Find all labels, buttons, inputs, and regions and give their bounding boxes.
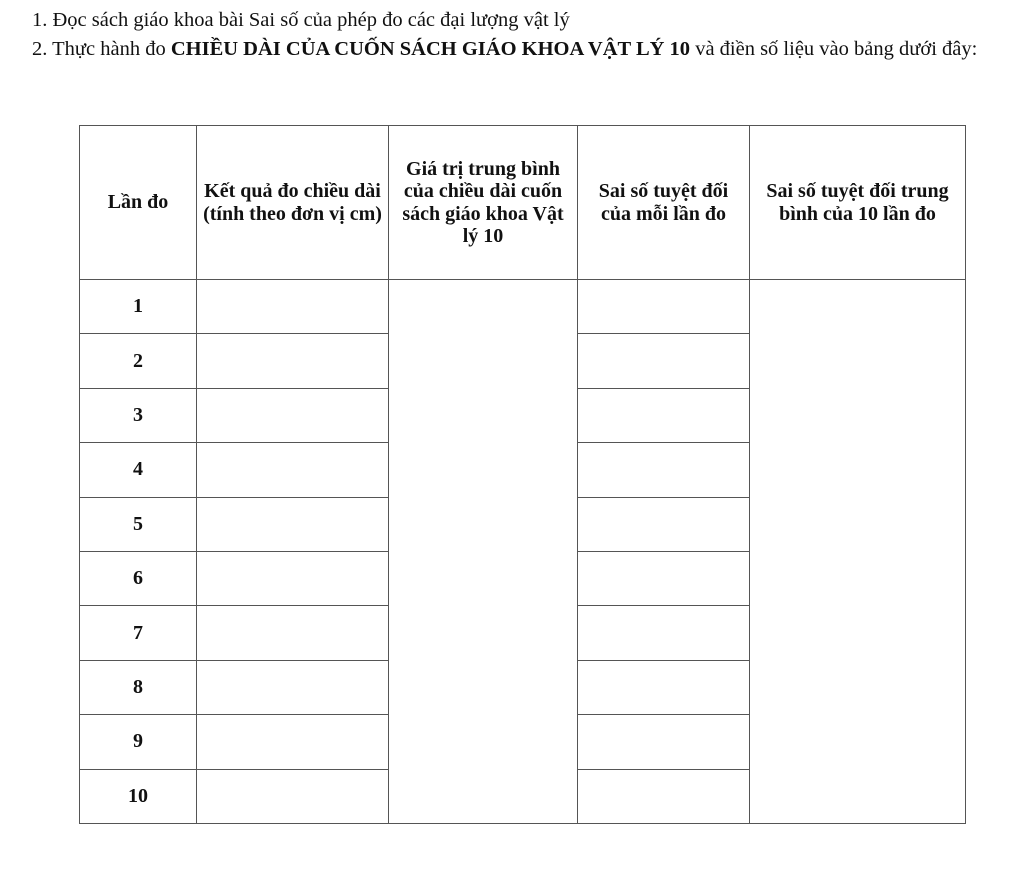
measurement-table [79,125,966,824]
length-result-cell[interactable] [197,334,389,388]
row-number: 5 [80,497,197,551]
absolute-error-cell[interactable] [578,497,750,551]
absolute-error-cell[interactable] [578,280,750,334]
header-average-length: Giá trị trung bình của chiều dài cuốn sách giáo khoa Vật lý 10 [389,126,578,280]
row-number: 6 [80,551,197,605]
row-number: 1 [80,280,197,334]
length-result-cell[interactable] [197,551,389,605]
average-length-cell[interactable] [389,280,578,824]
length-result-cell[interactable] [197,606,389,660]
row-number: 10 [80,769,197,823]
instructions [32,6,1017,64]
instruction-2-suffix: và điền số liệu vào bảng dưới đây: [690,38,978,60]
instruction-2-prefix: 2. Thực hành đo [32,38,171,60]
header-absolute-error: Sai số tuyệt đối của mỗi lần đo [578,126,750,280]
length-result-cell[interactable] [197,660,389,714]
row-number: 8 [80,660,197,714]
header-measurement-number: Lần đo [80,126,197,280]
absolute-error-cell[interactable] [578,660,750,714]
header-length-result: Kết quả đo chiều dài (tính theo đơn vị cm) [197,126,389,280]
length-result-cell[interactable] [197,280,389,334]
row-number: 4 [80,443,197,497]
absolute-error-cell[interactable] [578,769,750,823]
mean-absolute-error-cell[interactable] [750,280,966,824]
length-result-cell[interactable] [197,443,389,497]
length-result-cell[interactable] [197,715,389,769]
absolute-error-cell[interactable] [578,388,750,442]
absolute-error-cell[interactable] [578,715,750,769]
table-header-row [80,126,966,280]
absolute-error-cell[interactable] [578,443,750,497]
row-number: 7 [80,606,197,660]
absolute-error-cell[interactable] [578,606,750,660]
instruction-1: 1. Đọc sách giáo khoa bài Sai số của phép đo các đại lượng vật lý [32,9,570,31]
length-result-cell[interactable] [197,497,389,551]
absolute-error-cell[interactable] [578,551,750,605]
instruction-2-bold: CHIỀU DÀI CỦA CUỐN SÁCH GIÁO KHOA VẬT LÝ 10 [170,38,691,60]
absolute-error-cell[interactable] [578,334,750,388]
length-result-cell[interactable] [197,388,389,442]
instruction-2 [32,35,1017,64]
length-result-cell[interactable] [197,769,389,823]
row-number: 3 [80,388,197,442]
table-row [80,280,966,334]
row-number: 2 [80,334,197,388]
row-number: 9 [80,715,197,769]
header-mean-absolute-error: Sai số tuyệt đối trung bình của 10 lần đo [750,126,966,280]
